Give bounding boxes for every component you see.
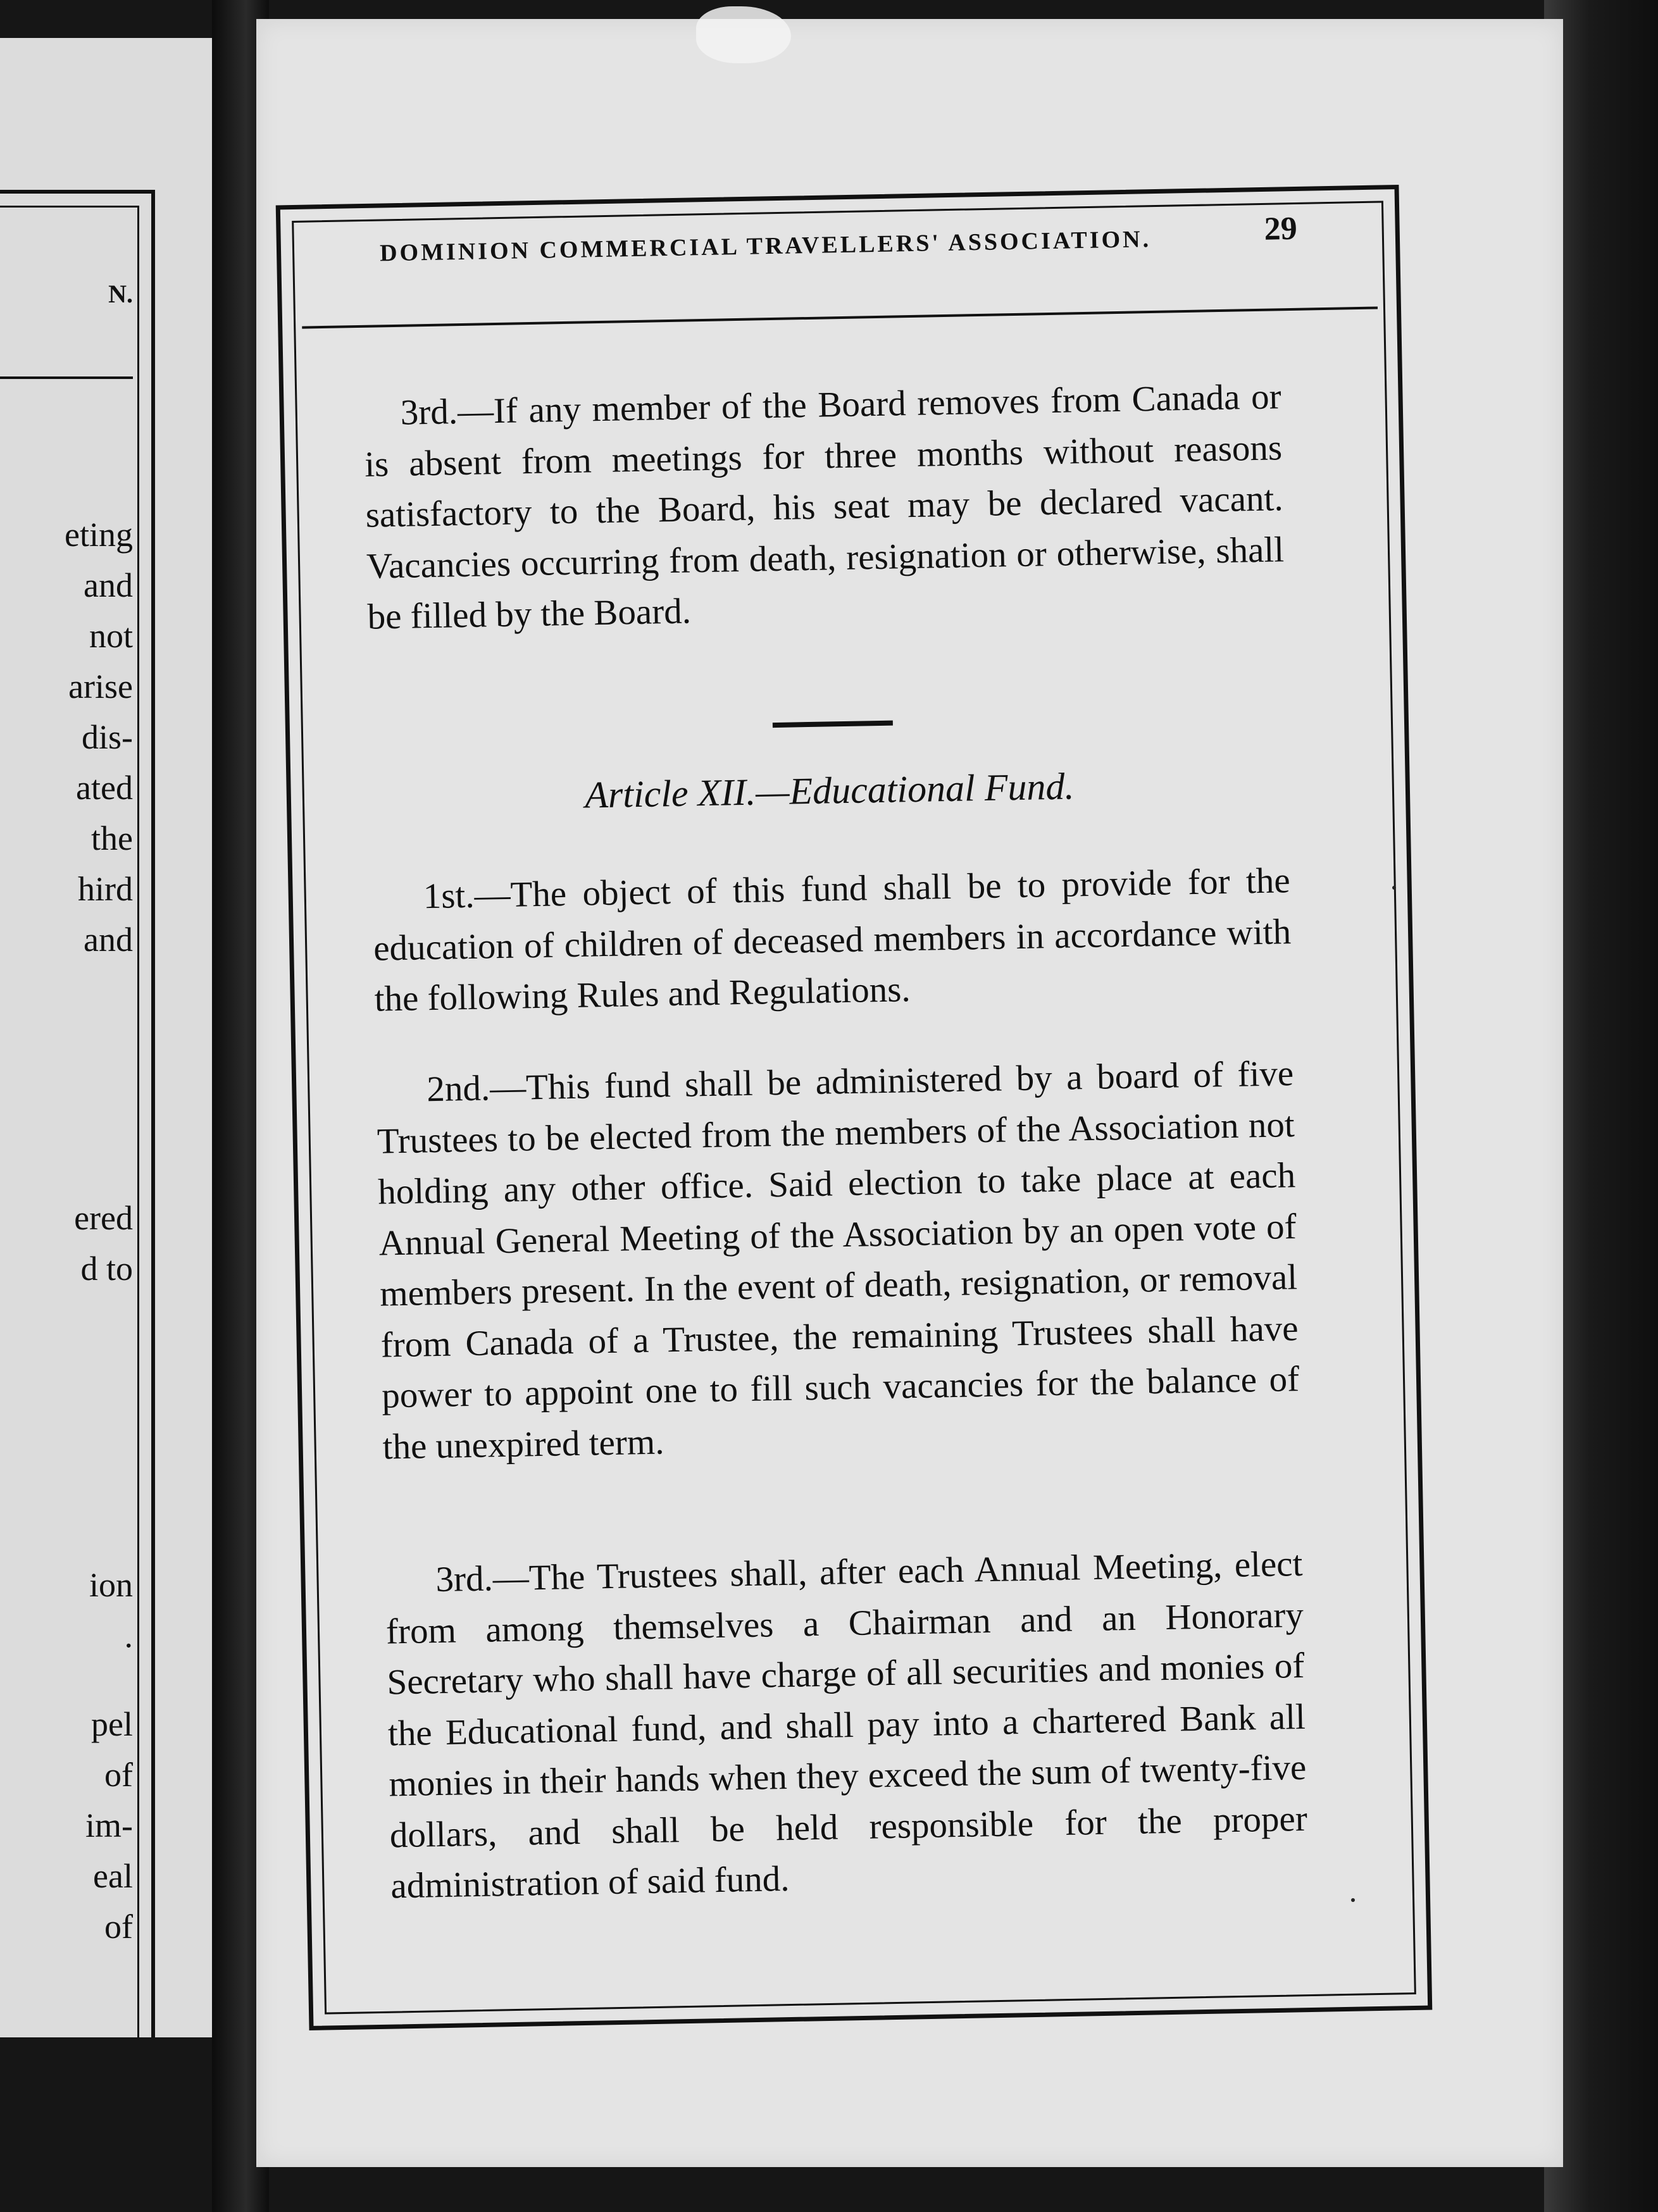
left-page-fragment: pel: [91, 1705, 133, 1743]
header-rule: [302, 306, 1378, 328]
left-page-fragment: N.: [108, 280, 133, 308]
left-page-fragment: eting: [65, 516, 133, 554]
left-page-fragment: arise: [68, 668, 133, 705]
left-page-fragment: ered: [74, 1199, 133, 1237]
left-page-fragment: eal: [93, 1857, 133, 1895]
scan-speck: [1392, 886, 1396, 890]
paragraph-section-3: 3rd.—The Trustees shall, after each Annual Meeting, elect from among themselves a Chairman and an Honorary Secretary who shall have charge of all securities and monies of the Educational fund, and shall pay into a chartered Bank all monies in their hands when they exceed the sum of twenty-five dollars, and shall be held responsible for the proper administration of said fund.: [385, 1543, 1308, 1906]
left-page-fragment: d to: [80, 1250, 133, 1288]
section-divider-rule: [773, 721, 893, 728]
paragraph-section-2: 2nd.—This fund shall be administered by a board of five Trustees to be elected from the members of the Association not holding any other office. Said election to take place at each Annual General Meeting of the Association by an open vote of members present. In the event of death, resignation, or removal from Canada of a Trustee, the remaining Trustees shall have power to appoint one to fill such vacancies for the balance of the unexpired term.: [377, 1053, 1300, 1467]
left-page-fragment: ion: [89, 1566, 133, 1604]
article-heading: Article XII.—Educational Fund.: [584, 765, 1075, 816]
left-page-fragment: .: [124, 1617, 133, 1655]
left-page-fragment: hird: [78, 870, 133, 908]
left-page-fragment: of: [104, 1908, 133, 1946]
paragraph-article-11-section-3: 3rd.—If any member of the Board removes from Canada or is absent from meetings for three months without reasons satisfactory to the Board, his seat may be declared vacant. Vacancies occurring from death, resignation or otherwise, shall be filled by the Board.: [364, 376, 1285, 637]
scan-speck: [1351, 1898, 1355, 1902]
paragraph-section-1: 1st.—The object of this fund shall be to provide for the education of children of deceased members in accordance with the following Rules and Regulations.: [373, 861, 1292, 1019]
left-page-fragment: im-: [85, 1806, 133, 1844]
left-page-fragment: and: [84, 566, 133, 604]
page-number: 29: [1264, 210, 1298, 247]
left-page-fragment: the: [91, 819, 133, 857]
left-page-fragment: dis-: [82, 718, 133, 756]
left-page-fragment: and: [84, 921, 133, 959]
left-page-fragment: of: [104, 1756, 133, 1794]
running-header-title: DOMINION COMMERCIAL TRAVELLERS' ASSOCIATION.: [379, 225, 1152, 267]
left-page-fragment: not: [89, 617, 133, 655]
left-page-fragment: ated: [76, 769, 133, 807]
